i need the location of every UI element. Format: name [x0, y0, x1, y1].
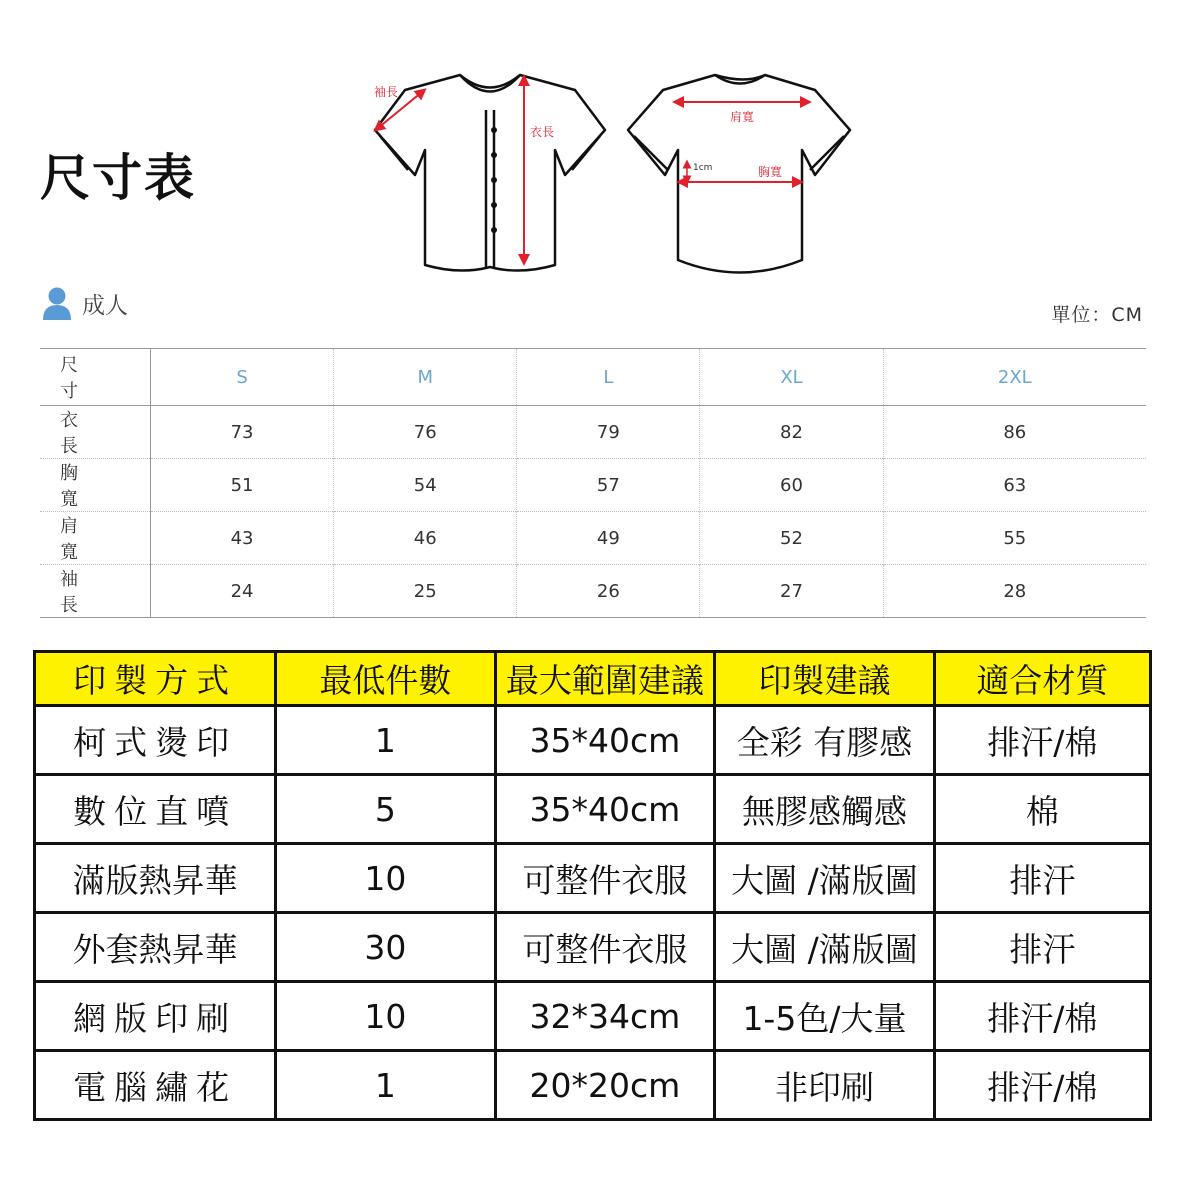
header-print-advice: 印製建議	[715, 652, 934, 706]
table-row	[40, 459, 1146, 512]
back-jersey-outline	[628, 75, 850, 273]
table-cell: 51	[151, 459, 334, 512]
size-table-header-row	[40, 349, 1146, 406]
table-cell: 無膠感觸感	[715, 775, 934, 844]
table-cell: 52	[700, 512, 883, 565]
table-cell: 55	[1003, 527, 1027, 549]
row-label: 胸 寬	[40, 459, 151, 512]
table-cell: 20*20cm	[495, 1051, 715, 1120]
table-cell: 35*40cm	[495, 706, 715, 775]
table-row	[35, 913, 1151, 982]
table-row	[35, 844, 1151, 913]
table-cell: 57	[517, 459, 700, 512]
method-name: 滿版熱昇華	[35, 844, 276, 913]
method-name: 數位直噴	[35, 775, 276, 844]
table-cell: 5	[276, 775, 495, 844]
header-max-area: 最大範圍建議	[495, 652, 715, 706]
table-cell: 30	[276, 913, 495, 982]
table-cell: 54	[334, 459, 517, 512]
table-cell: 可整件衣服	[495, 844, 715, 913]
row-label: 肩 寬	[40, 512, 151, 565]
shoulder-width-label: 肩寬	[730, 110, 755, 124]
table-cell: 60	[700, 459, 883, 512]
table-cell: 排汗	[934, 844, 1150, 913]
method-name: 網版印刷	[35, 982, 276, 1051]
table-cell: 1-5色/大量	[715, 982, 934, 1051]
size-col-s: S	[151, 349, 334, 406]
jersey-diagram	[360, 70, 860, 285]
table-cell: 排汗/棉	[934, 1051, 1150, 1120]
table-cell: 28	[1003, 580, 1027, 602]
table-cell: 86	[1003, 421, 1027, 443]
armpit-offset-label: 1cm	[693, 163, 713, 173]
body-length-label: 衣長	[530, 125, 555, 139]
table-cell: 46	[334, 512, 517, 565]
person-icon	[42, 286, 72, 320]
table-cell: 排汗	[934, 913, 1150, 982]
table-cell: 非印刷	[715, 1051, 934, 1120]
size-col-m: M	[334, 349, 517, 406]
methods-header-row	[35, 652, 1151, 706]
method-name: 電腦繡花	[35, 1051, 276, 1120]
size-col-2xl: 2XL	[997, 366, 1032, 388]
sleeve-length-label: 袖長	[374, 85, 399, 99]
table-row	[35, 706, 1151, 775]
size-table	[40, 348, 1146, 618]
header-min-quantity: 最低件數	[276, 652, 495, 706]
table-row	[35, 982, 1151, 1051]
table-row	[40, 406, 1146, 459]
table-cell: 全彩 有膠感	[715, 706, 934, 775]
header-material: 適合材質	[934, 652, 1150, 706]
unit-label: 單位：CM	[1051, 304, 1143, 326]
table-cell: 大圖 /滿版圖	[715, 844, 934, 913]
table-row	[40, 512, 1146, 565]
table-row	[40, 565, 1146, 618]
table-cell: 82	[700, 406, 883, 459]
table-cell: 63	[1003, 474, 1027, 496]
table-row	[35, 775, 1151, 844]
table-cell: 76	[334, 406, 517, 459]
table-cell: 大圖 /滿版圖	[715, 913, 934, 982]
table-cell: 32*34cm	[495, 982, 715, 1051]
table-cell: 棉	[934, 775, 1150, 844]
table-cell: 35*40cm	[495, 775, 715, 844]
row-label: 衣 長	[40, 406, 151, 459]
table-cell: 排汗/棉	[934, 982, 1150, 1051]
table-cell: 73	[151, 406, 334, 459]
audience-label: 成人	[82, 292, 128, 319]
size-header-label: 尺 寸	[40, 349, 151, 406]
front-jersey-outline	[375, 75, 605, 271]
table-cell: 1	[276, 1051, 495, 1120]
table-cell: 可整件衣服	[495, 913, 715, 982]
table-cell: 26	[517, 565, 700, 618]
table-row	[35, 1051, 1151, 1120]
table-cell: 10	[276, 844, 495, 913]
table-cell: 27	[700, 565, 883, 618]
row-label: 袖 長	[40, 565, 151, 618]
table-cell: 43	[151, 512, 334, 565]
table-cell: 1	[276, 706, 495, 775]
print-methods-table	[33, 650, 1152, 1121]
table-cell: 25	[334, 565, 517, 618]
table-cell: 49	[517, 512, 700, 565]
method-name: 外套熱昇華	[35, 913, 276, 982]
header-print-method: 印製方式	[35, 652, 276, 706]
table-cell: 79	[517, 406, 700, 459]
page-title: 尺寸表	[40, 149, 196, 207]
table-cell: 排汗/棉	[934, 706, 1150, 775]
size-col-xl: XL	[700, 349, 883, 406]
audience-indicator	[42, 286, 128, 320]
table-cell: 24	[151, 565, 334, 618]
method-name: 柯式燙印	[35, 706, 276, 775]
size-col-l: L	[517, 349, 700, 406]
chest-width-label: 胸寬	[758, 165, 783, 179]
table-cell: 10	[276, 982, 495, 1051]
